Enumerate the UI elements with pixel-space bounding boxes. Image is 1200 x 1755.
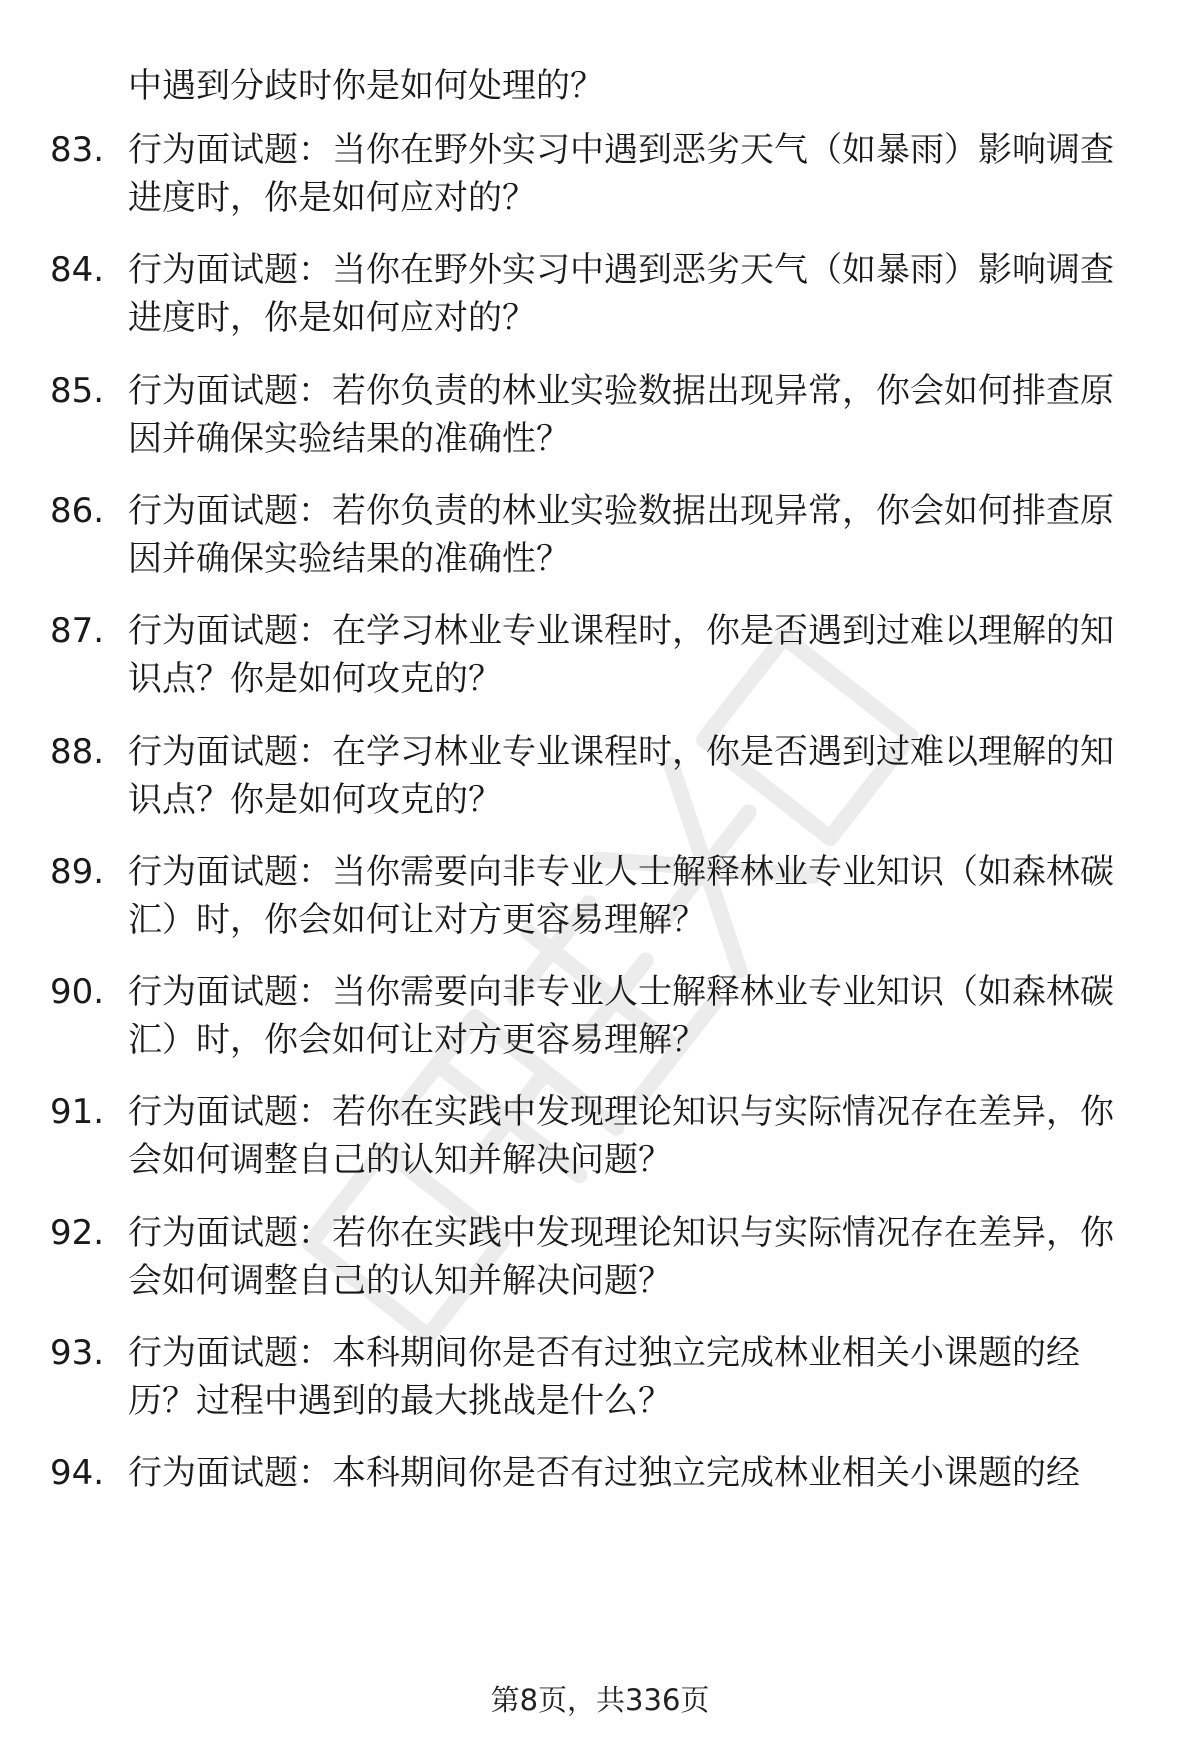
question-text: 行为面试题：在学习林业专业课程时，你是否遇到过难以理解的知识点？你是如何攻克的？ [128, 731, 1114, 820]
question-item [0, 728, 1200, 828]
question-number: 93. [50, 1333, 105, 1373]
question-text: 行为面试题：若你负责的林业实验数据出现异常，你会如何排查原因并确保实验结果的准确性？ [128, 370, 1114, 459]
question-number: 89. [50, 851, 105, 892]
question-text: 行为面试题：本科期间你是否有过独立完成林业相关小课题的经历？过程中遇到的最大挑战是什么？ [128, 1333, 1080, 1421]
question-text: 行为面试题：若你负责的林业实验数据出现异常，你会如何排查原因并确保实验结果的准确性？ [128, 490, 1114, 579]
question-item [0, 848, 1200, 948]
page-footer: 第8页，共336页 [490, 1683, 710, 1717]
question-number: 85. [50, 370, 105, 411]
question-item [0, 968, 1200, 1068]
question-number: 88. [50, 731, 105, 772]
question-number: 90. [50, 972, 105, 1013]
question-number: 92. [50, 1212, 105, 1253]
question-text: 行为面试题：当你需要向非专业人士解释林业专业知识（如森林碳汇）时，你会如何让对方更容易理解？ [128, 851, 1114, 940]
question-number: 84. [50, 250, 105, 291]
question-number: 87. [50, 611, 105, 652]
question-item [0, 1329, 1200, 1429]
question-continuation: 中遇到分歧时你是如何处理的？ [128, 66, 604, 106]
question-item [0, 607, 1200, 707]
question-text: 行为面试题：若你在实践中发现理论知识与实际情况存在差异，你会如何调整自己的认知并解决问题？ [128, 1212, 1114, 1301]
question-text: 行为面试题：若你在实践中发现理论知识与实际情况存在差异，你会如何调整自己的认知并解决问题？ [128, 1092, 1114, 1181]
question-number: 91. [50, 1092, 105, 1133]
question-item [0, 1088, 1200, 1188]
question-item [0, 487, 1200, 587]
question-text: 行为面试题：当你在野外实习中遇到恶劣天气（如暴雨）影响调查进度时，你是如何应对的？ [128, 250, 1114, 339]
question-item [0, 1449, 1200, 1549]
question-number: 83. [50, 130, 105, 170]
question-item [0, 1209, 1200, 1309]
question-number: 94. [50, 1453, 105, 1494]
question-text: 行为面试题：在学习林业专业课程时，你是否遇到过难以理解的知识点？你是如何攻克的？ [128, 611, 1114, 700]
question-item [0, 126, 1200, 226]
question-text: 行为面试题：本科期间你是否有过独立完成林业相关小课题的经 [128, 1453, 1080, 1494]
question-text: 行为面试题：当你需要向非专业人士解释林业专业知识（如森林碳汇）时，你会如何让对方更容易理解？ [128, 972, 1114, 1061]
question-number: 86. [50, 490, 105, 531]
question-item [0, 367, 1200, 467]
question-text: 行为面试题：当你在野外实习中遇到恶劣天气（如暴雨）影响调查进度时，你是如何应对的？ [128, 130, 1114, 218]
question-item [0, 246, 1200, 346]
